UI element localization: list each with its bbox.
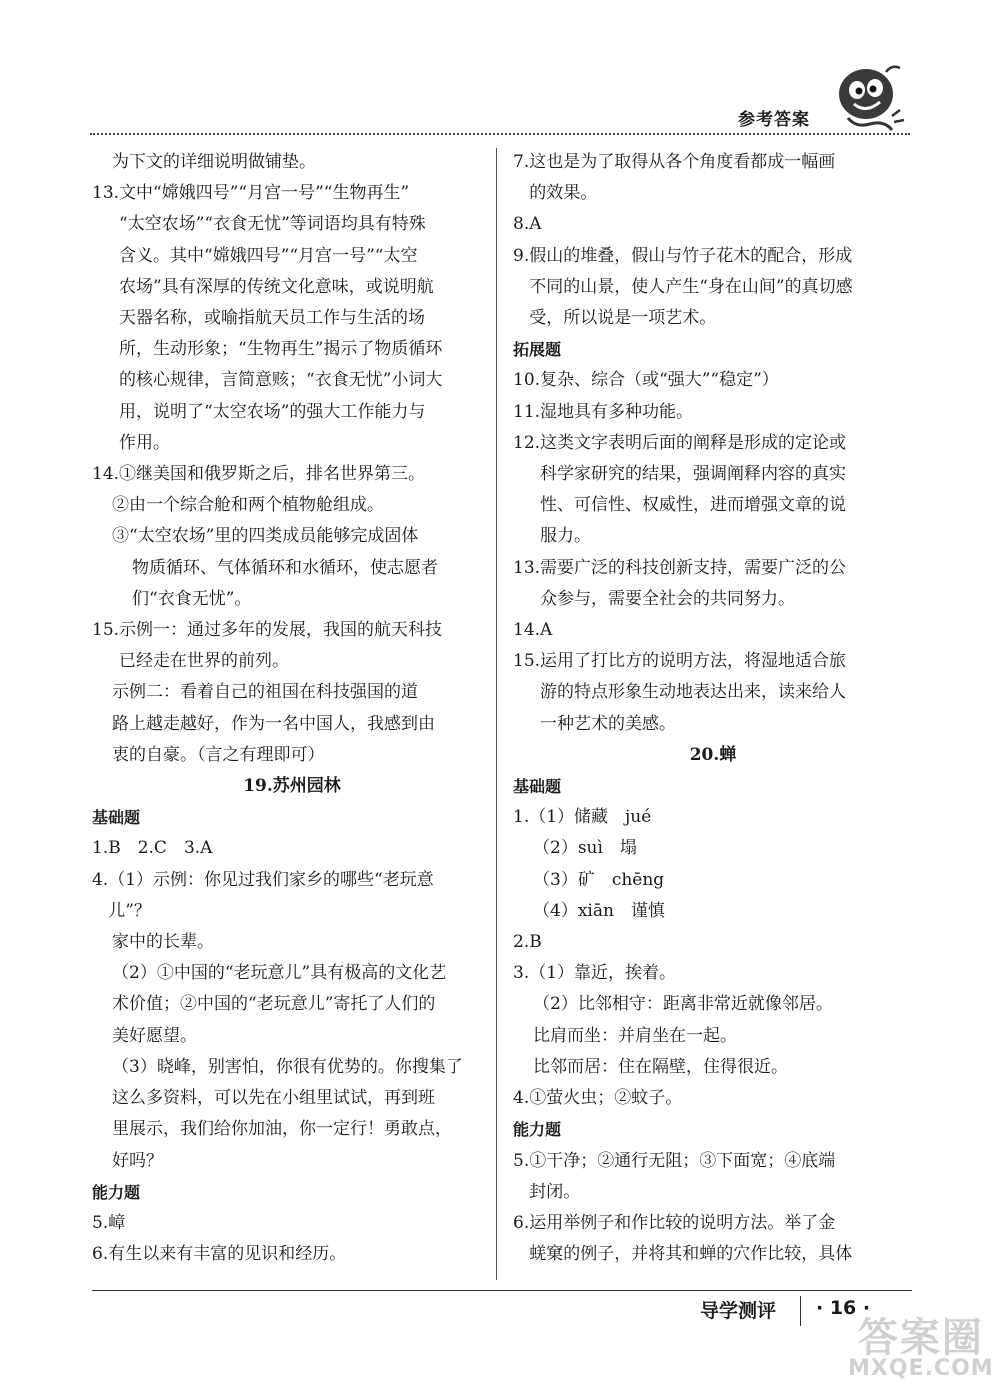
text-line: 家中的长辈。 (112, 932, 214, 953)
text-line: 农场”具有深厚的传统文化意味，或说明航 (119, 276, 434, 297)
item-body (108, 865, 492, 927)
text-line: 需要广泛的科技创新支持，需要广泛的公 (540, 557, 847, 578)
text-line: 美好愿望。 (112, 1025, 197, 1046)
text-line: 作用。 (119, 432, 171, 453)
text-line: 的核心规律，言简意赅；“衣食无忧”小词大 (119, 370, 443, 391)
text-line: 4.①萤火虫；②蚊子。 (513, 1088, 683, 1109)
item-body (529, 241, 913, 335)
left-column (92, 147, 492, 1270)
item-number: 7. (513, 152, 530, 172)
text-line: （2）suì 塌 (533, 838, 637, 859)
text-line: ②由一个综合舱和两个植物舱组成。 (112, 495, 384, 516)
text-line: 儿”？ (108, 900, 151, 921)
text-line: 服力。 (540, 526, 592, 547)
text-line: 11.湿地具有多种功能。 (513, 401, 694, 422)
text-line: 这么多资料，可以先在小组里试试，再到班 (112, 1088, 435, 1109)
text-line: 众参与，需要全社会的共同努力。 (540, 588, 796, 609)
text-line: 14.A (513, 620, 553, 641)
text-line: 蜣窠的例子，并将其和蝉的穴作比较，具体 (529, 1244, 853, 1265)
text-line: 比邻而居：住在隔壁，住得很近。 (533, 1056, 788, 1077)
text-line: 5.嶂 (92, 1212, 126, 1233)
watermark-text: 答案圈 (857, 1315, 984, 1361)
answer-item (92, 459, 492, 490)
watermark (848, 1315, 994, 1381)
answer-item (513, 428, 913, 553)
mascot-logo-icon (826, 58, 910, 142)
answer-item (513, 241, 913, 335)
text-line: 物质循环、气体循环和水循环，使志愿者 (132, 557, 438, 578)
text-line: ①继美国和俄罗斯之后，排名世界第三。 (119, 464, 426, 485)
text-line: 所，生动形象；“生物再生”揭示了物质循环 (119, 339, 443, 360)
text-line: 运用了打比方的说明方法，将湿地适合旅 (540, 651, 847, 672)
text-line: （3）矿 chēng (533, 869, 665, 890)
text-line: ③“太空农场”里的四类成员能够完成固体 (112, 526, 419, 547)
item-number: 15. (92, 620, 120, 641)
section-heading: 能力题 (92, 1182, 141, 1202)
text-line: 衷的自豪。（言之有理即可） (112, 744, 325, 765)
item-body (540, 553, 913, 615)
item-body (119, 615, 492, 677)
item-body (529, 1208, 913, 1270)
right-column (513, 147, 913, 1270)
text-line: “太空农场”“衣食无忧”等词语均具有特殊 (119, 214, 426, 235)
text-line: 里展示，我们给你加油，你一定行！勇敢点， (112, 1119, 452, 1140)
item-body (119, 459, 492, 490)
section-heading: 基础题 (92, 808, 141, 828)
section-heading: 能力题 (513, 1120, 562, 1140)
text-line: 已经走在世界的前列。 (119, 651, 290, 672)
text-line: 这类文字表明后面的阐释是形成的定论或 (540, 432, 847, 453)
item-number: 5. (513, 1150, 530, 1171)
text-line: ①干净；②通行无阻；③下面宽；④底端 (529, 1150, 836, 1171)
footer-rule (92, 1290, 912, 1291)
text-line: 的效果。 (529, 183, 598, 204)
answer-item (513, 646, 913, 740)
text-line: 用，说明了“太空农场”的强大工作能力与 (119, 401, 426, 422)
text-line: 示例一：通过多年的发展，我国的航天科技 (119, 620, 443, 641)
text-line: 假山的堆叠，假山与竹子花木的配合，形成 (529, 245, 853, 266)
text-line: 示例二：看着自己的祖国在科技强国的道 (112, 682, 418, 703)
text-line: 科学家研究的结果，强调阐释内容的真实 (540, 464, 847, 485)
text-line: 封闭。 (529, 1181, 581, 1202)
text-line: 为下文的详细说明做铺垫。 (112, 152, 316, 172)
text-line: 这也是为了取得从各个角度看都成一幅画 (529, 152, 836, 172)
text-line: 含义。其中“嫦娥四号”“月宫一号”“太空 (119, 245, 418, 266)
footer-brand: 导学测评 (700, 1300, 777, 1322)
footer-separator (800, 1296, 801, 1326)
text-line: 们“衣食无忧”。 (132, 588, 252, 609)
answer-item (92, 615, 492, 677)
text-line: 比肩而坐：并肩坐在一起。 (533, 1025, 737, 1046)
item-number: 15. (513, 651, 541, 672)
text-line: （3）晓峰，别害怕，你很有优势的。你搜集了 (112, 1056, 463, 1077)
text-line: 文中“嫦娥四号”“月宫一号”“生物再生” (119, 183, 410, 204)
column-divider (496, 148, 497, 1280)
text-line: 天器名称，或喻指航天员工作与生活的场 (119, 308, 426, 329)
section-heading: 基础题 (513, 777, 562, 797)
text-line: 10.复杂、综合（或“强大”“稳定”） (513, 370, 779, 391)
text-line: 游的特点形象生动地表达出来，读来给人 (540, 682, 847, 703)
item-number: 6. (513, 1212, 530, 1233)
text-line: 受，所以说是一项艺术。 (529, 308, 717, 329)
item-number: 9. (513, 245, 530, 266)
text-line: 8.A (513, 214, 542, 235)
text-line: 好吗？ (112, 1150, 163, 1171)
lesson-title: 19.苏州园林 (243, 776, 341, 797)
text-line: 运用举例子和作比较的说明方法。举了金 (529, 1212, 836, 1233)
header-title: 参考答案 (738, 110, 810, 130)
text-line: （2）比邻相守：距离非常近就像邻居。 (533, 994, 833, 1015)
item-body (529, 1146, 913, 1208)
section-heading: 拓展题 (513, 340, 562, 360)
text-line: 一种艺术的美感。 (540, 713, 677, 734)
answer-item (513, 553, 913, 615)
text-line: 术价值；②中国的“老玩意儿”寄托了人们的 (112, 994, 436, 1015)
answer-item (513, 1208, 913, 1270)
text-line: 6.有生以来有丰富的见识和经历。 (92, 1244, 347, 1265)
text-line: 路上越走越好，作为一名中国人，我感到由 (112, 713, 435, 734)
item-number: 14. (92, 464, 120, 485)
text-line: 1.（1）储藏 jué (513, 807, 652, 828)
item-body (540, 428, 913, 553)
answer-item (92, 178, 492, 459)
lesson-title: 20.蝉 (689, 744, 737, 765)
text-line: 不同的山景，使人产生“身在山间”的真切感 (529, 276, 853, 297)
text-line: 性、可信性、权威性，进而增强文章的说 (540, 495, 847, 516)
page-number: · 16 · (816, 1297, 871, 1319)
text-line: 1.B 2.C 3.A (92, 838, 213, 859)
text-line: （2）①中国的“老玩意儿”具有极高的文化艺 (112, 963, 447, 984)
answer-item (513, 1146, 913, 1208)
text-line: 2.B (513, 932, 542, 953)
item-number: 12. (513, 432, 541, 453)
page-header (90, 80, 910, 138)
item-number: 13. (513, 557, 541, 578)
item-body (119, 178, 492, 459)
answer-item (513, 147, 913, 209)
text-line: 3.（1）靠近，挨着。 (513, 963, 677, 984)
answer-item (92, 865, 492, 927)
item-number: 4. (92, 869, 109, 890)
text-line: （4）xiān 谨慎 (533, 900, 665, 921)
item-body (540, 646, 913, 740)
header-dotted-rule (90, 133, 910, 135)
item-number: 13. (92, 183, 120, 204)
item-body (529, 147, 913, 209)
text-line: （1）示例：你见过我们家乡的哪些“老玩意 (108, 869, 434, 890)
watermark-url: MXQE.COM (848, 1356, 994, 1381)
